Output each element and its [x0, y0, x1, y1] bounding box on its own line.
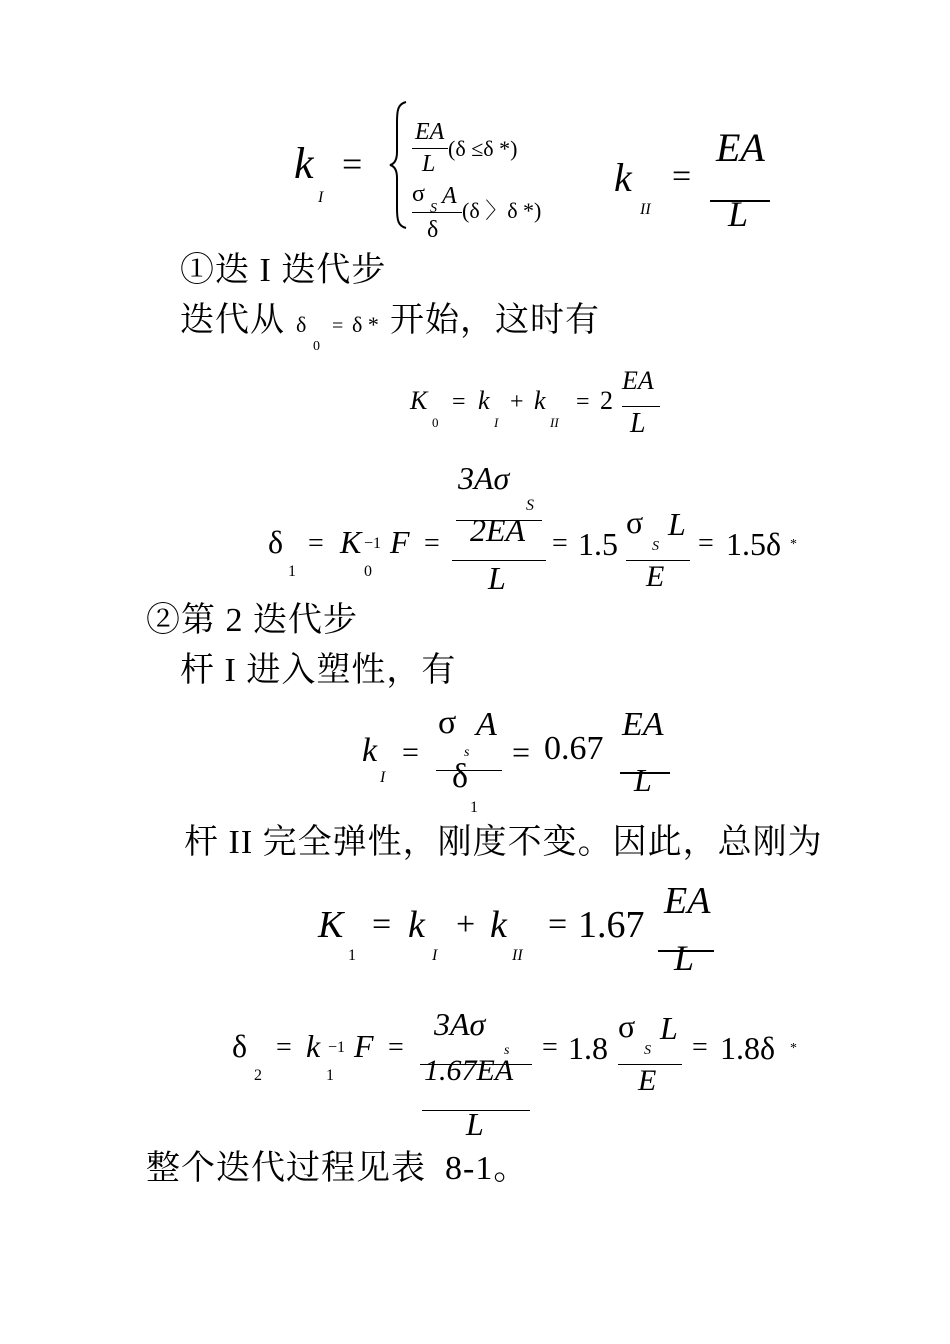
intro-text-pre: 迭代从	[180, 302, 285, 339]
intro-text-post: 开始，这时有	[390, 302, 600, 339]
denominator: E	[646, 560, 665, 593]
case2-A: A	[442, 183, 457, 209]
numerator-top-subscript: s	[504, 1043, 510, 1058]
A-symbol: A	[476, 706, 497, 743]
denominator: L	[674, 938, 695, 978]
k-subscript: 1	[326, 1067, 334, 1084]
denominator: L	[488, 560, 506, 596]
equals-sign: =	[402, 736, 419, 769]
k2-denominator: L	[728, 194, 749, 234]
result: 1.5δ	[726, 526, 782, 562]
step2-line2: 杆 II 完全弹性，刚度不变。因此，总刚为	[184, 824, 823, 861]
L-symbol: L	[668, 506, 686, 542]
delta-subscript: 1	[470, 799, 478, 816]
k-symbol: k	[362, 732, 378, 769]
k-subscript: I	[380, 769, 386, 786]
closing-text: 整个迭代过程见表 8-1。	[146, 1150, 529, 1187]
K-subscript: 0	[364, 563, 372, 580]
fraction-bar	[412, 212, 462, 213]
intro-equals: =	[332, 315, 344, 337]
delta-symbol: δ	[452, 758, 469, 795]
case2-condition: (δ 〉δ *)	[462, 198, 542, 223]
case1-condition: (δ ≤δ *)	[448, 136, 518, 161]
k-symbol: k	[478, 386, 490, 415]
k-subscript: II	[550, 415, 559, 430]
intro-delta-subscript: 0	[313, 339, 320, 354]
intro-delta-star: δ *	[352, 312, 379, 337]
k-symbol: k	[408, 904, 425, 946]
denominator: L	[466, 1106, 484, 1142]
equals-sign: =	[388, 1032, 404, 1063]
sigma-symbol: σ	[438, 704, 457, 741]
numerator: EA	[622, 366, 654, 395]
sigma-symbol: σ	[618, 1008, 636, 1044]
equals-sign: =	[692, 1032, 708, 1063]
k-symbol: k	[306, 1028, 321, 1064]
k-subscript: I	[432, 947, 438, 964]
equals-sign: =	[276, 1032, 292, 1063]
denominator: L	[634, 762, 652, 798]
sigma-subscript: S	[644, 1043, 651, 1058]
equals-sign: =	[512, 734, 531, 770]
K-subscript: 1	[348, 947, 356, 964]
case1-numerator: EA	[415, 119, 445, 145]
equals-sign: =	[672, 158, 692, 195]
K-subscript: 0	[432, 415, 439, 430]
K-symbol: K	[318, 904, 344, 946]
K-superscript: −1	[364, 535, 382, 552]
numerator-middle: 2EA	[470, 512, 526, 548]
F-symbol: F	[354, 1028, 374, 1064]
k2-subscript: II	[640, 201, 651, 218]
equals-sign: =	[542, 1032, 558, 1063]
k-subscript: I	[318, 189, 324, 206]
equals-sign: =	[308, 528, 324, 559]
coefficient: 1.5	[578, 526, 618, 562]
equals-sign: =	[552, 528, 568, 559]
fraction-bar	[412, 148, 448, 149]
coefficient: 0.67	[544, 730, 604, 767]
result: 1.8δ	[720, 1030, 776, 1066]
case2-denominator: δ	[427, 217, 439, 243]
k2-numerator: EA	[716, 125, 765, 170]
case2-sigma-subscript: S	[430, 201, 437, 216]
coefficient: 1.67	[578, 904, 645, 946]
k-symbol: k	[534, 386, 546, 415]
fraction-bar	[436, 770, 502, 771]
equals-sign: =	[342, 144, 363, 184]
case2-sigma: σ	[412, 181, 425, 207]
coefficient: 2	[600, 386, 613, 415]
equals-sign: =	[452, 389, 466, 415]
result-star: *	[790, 1041, 797, 1056]
k-subscript: I	[494, 415, 499, 430]
delta-symbol: δ	[268, 524, 284, 560]
sigma-symbol: σ	[626, 504, 644, 540]
case1-denominator: L	[422, 151, 436, 177]
numerator-top: 3Aσ	[434, 1006, 486, 1042]
K-symbol: K	[410, 386, 428, 415]
result-star: *	[790, 537, 797, 552]
k2-symbol: k	[614, 155, 632, 200]
left-brace-icon	[388, 100, 410, 230]
equals-sign: =	[698, 528, 714, 559]
sigma-subscript: S	[652, 539, 659, 554]
equals-sign: =	[424, 528, 440, 559]
numerator-middle: 1.67EA	[424, 1054, 514, 1087]
delta-subscript: 2	[254, 1067, 262, 1084]
denominator: L	[630, 408, 646, 439]
equals-sign: =	[548, 906, 568, 943]
delta-subscript: 1	[288, 563, 296, 580]
numerator-top-subscript: S	[526, 497, 534, 514]
k-superscript: −1	[328, 1039, 346, 1056]
k-symbol: k	[294, 139, 314, 188]
numerator: EA	[622, 706, 664, 743]
step2-line1: 杆 I 进入塑性，有	[180, 652, 457, 689]
step2-heading: ②第 2 迭代步	[146, 602, 358, 639]
plus-sign: +	[456, 906, 476, 943]
delta-symbol: δ	[232, 1028, 248, 1064]
numerator-top: 3Aσ	[458, 460, 510, 496]
sigma-subscript: s	[464, 745, 470, 760]
denominator: E	[638, 1064, 657, 1097]
L-symbol: L	[660, 1010, 678, 1046]
equals-sign: =	[576, 389, 590, 415]
step1-heading: ①迭 I 迭代步	[180, 252, 387, 289]
equals-sign: =	[372, 906, 392, 943]
numerator: EA	[664, 880, 711, 922]
F-symbol: F	[390, 524, 410, 560]
plus-sign: +	[510, 389, 524, 415]
intro-delta: δ	[296, 312, 307, 337]
coefficient: 1.8	[568, 1030, 608, 1066]
k-symbol: k	[490, 904, 507, 946]
K-symbol: K	[340, 524, 362, 560]
k-subscript: II	[512, 947, 523, 964]
fraction-bar	[622, 406, 660, 407]
